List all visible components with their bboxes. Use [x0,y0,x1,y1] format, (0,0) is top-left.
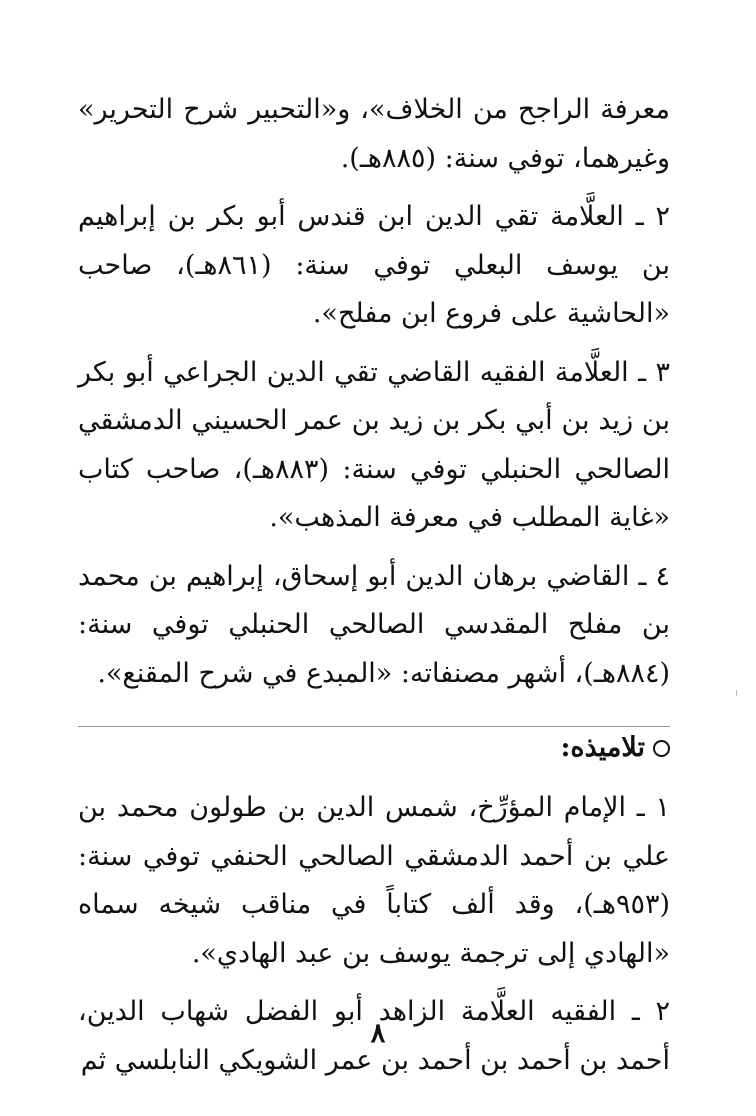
margin-mark [736,690,737,696]
paragraph-student-2: ٢ ـ الفقيه العلَّامة الزاهد أبو الفضل شهاب الدين، أحمد بن أحمد بن أحمد بن عمر الشويكي النابلسي ثم [78,996,670,1076]
paragraph-teacher-3: ٣ ـ العلَّامة الفقيه القاضي تقي الدين الجراعي أبو بكر بن زيد بن أبي بكر بن زيد بن عمر الحسيني الدمشقي الصالحي الحنبلي توفي سنة: (٨٨٣هـ)، صاحب كتاب «غاية المطلب في معرفة المذهب». [78,356,670,533]
paragraph-intro-continuation: معرفة الراجح من الخلاف»، و«التحبير شرح التحرير» وغيرهما، توفي سنة: (٨٨٥هـ). [78,94,670,174]
hollow-circle-icon [653,740,670,757]
section-divider [78,726,670,727]
section-heading-label: تلاميذه: [560,732,645,763]
paragraph-teacher-4: ٤ ـ القاضي برهان الدين أبو إسحاق، إبراهيم بن محمد بن مفلح المقدسي الصالحي الحنبلي توفي سنة: (٨٨٤هـ)، أشهر مصنفاته: «المبدع في شرح المقنع». [78,560,670,689]
page-body [78,86,670,1085]
section-heading-students [78,724,670,772]
paragraph-teacher-2: ٢ ـ العلَّامة تقي الدين ابن قندس أبو بكر بن إبراهيم بن يوسف البعلي توفي سنة: (٨٦١هـ)، صاحب «الحاشية على فروع ابن مفلح». [78,201,670,329]
paragraph-student-1: ١ ـ الإمام المؤرِّخ، شمس الدين بن طولون محمد بن علي بن أحمد الدمشقي الصالحي الحنفي توفي سنة: (٩٥٣هـ)، وقد ألف كتاباً في مناقب شيخه سماه «الهادي إلى ترجمة يوسف بن عبد الهادي». [78,792,670,969]
page-number: ٨ [370,1018,386,1049]
